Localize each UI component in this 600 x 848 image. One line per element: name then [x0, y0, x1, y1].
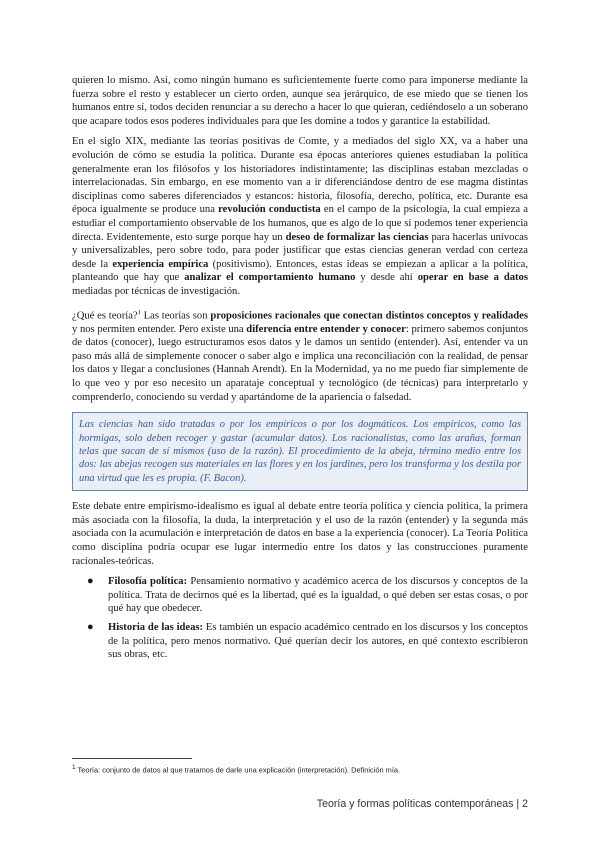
text: mediadas por técnicas de investigación.: [72, 285, 240, 297]
text: y desde ahí: [355, 272, 418, 284]
definitions-list: [72, 575, 528, 662]
footer-separator: |: [513, 798, 523, 810]
text: ¿Qué es teoría?: [72, 310, 138, 322]
bullet-icon: ●: [87, 620, 94, 633]
bullet-icon: ●: [87, 575, 94, 588]
bold-term: diferencia entre entender y conocer: [246, 323, 406, 335]
footnote-mark: 1: [72, 764, 76, 771]
text: En el siglo XIX, mediante las teorías positivas de Comte, y a mediados del siglo XX, va a haber una evolución de cómo se estudia la política. Durante esa épocas anteriores quienes estudiaban la política generalmente eran los filósofos y los historiadores indistintamente; las disciplinas estaban mezcladas o interrelacionadas. Sin embargo, en ese momento van a ir diferenciándose dentro de ese magma distintas disciplinas como saberes diferenciados y estancos: historia, filosofía, derecho, política, etc. Durante esa época igualmente se produce una: [72, 136, 528, 216]
list-item: [87, 620, 528, 662]
list-text: Es también un espacio académico centrado en los discursos y los conceptos de la política, pero menos normativo. Qué querían decir los autores, en qué contexto escribieron sus obras, etc.: [108, 621, 528, 661]
footnote-divider: [72, 758, 192, 759]
footnote-reference[interactable]: 1: [137, 308, 141, 316]
paragraph-3: [72, 306, 528, 405]
footnote: [72, 764, 528, 774]
list-item: [87, 575, 528, 616]
document-page: [72, 74, 528, 667]
page-number: 2: [522, 798, 528, 810]
footer-title: Teoría y formas políticas contemporáneas: [316, 798, 514, 810]
bold-term: revolución conductista: [218, 204, 321, 216]
bold-term: operar en base a datos: [417, 272, 528, 284]
list-text: Pensamiento normativo y académico acerca de los discursos y conceptos de la política. Trata de decirnos qué es la libertad, qué es la igualdad, o qué deben ser estas cosas, o por qué hay que obedecer.: [108, 576, 528, 615]
bold-term: experiencia empírica: [112, 258, 209, 270]
list-term: Historia de las ideas:: [108, 621, 204, 633]
bold-term: proposiciones racionales que conectan distintos conceptos y realidades: [210, 310, 528, 322]
text: y nos permiten entender. Pero existe una: [72, 323, 247, 335]
text: (positivismo). Entonces, estas ideas se empiezan a aplicar a la política, planteando que hay que: [72, 258, 528, 284]
text: Las teorías son: [140, 310, 211, 322]
paragraph-4: Este debate entre empirismo-idealismo es igual al debate entre teoría política y ciencia política, la primera más asociada con la filosofía, la duda, la interpretación y el uso de la razón (entender) y la segunda más asociada con la acumulación e interpretación de datos en base a la experiencia (conocer). La Teoría Política como disciplina podría ocupar ese lugar intermedio entre los datos y las construcciones puramente racionales-teóricas.: [72, 501, 528, 567]
bold-term: deseo de formalizar las ciencias: [285, 231, 429, 243]
text: para hacerlas unívocas y universalizables, pero sobre todo, para poder justificar que estas ciencias generan verdad con certeza desde la: [72, 231, 528, 270]
paragraph-2: [72, 135, 528, 298]
footnote-text: Teoría: conjunto de datos al que tratamos de darle una explicación (interpretación). Definición mía.: [75, 765, 401, 775]
bacon-quote-box: Las ciencias han sido tratadas o por los empíricos o por los dogmáticos. Los empíricos, como las hormigas, solo deben recoger y gastar (acumular datos). Los racionalistas, como las arañas, forman telas que sacan de sí mismos (uso de la razón). El procedimiento de la abeja, término medio entre los dos: las abejas recogen sus materiales en las flores y en los jardines, pero los transforma y los destila por una virtud que les es propia. (F. Bacon).: [72, 412, 528, 491]
bold-term: analizar el comportamiento humano: [184, 272, 356, 284]
text: : primero sabemos conjuntos de datos (conocer), luego estructuramos esos datos y le damos un sentido (entender). Así, entender va un paso más allá de simplemente conocer o saber algo e implica una reconciliación con la realidad, de pensar los datos y llegar a conclusiones (Hannah Arendt). En la Modernidad, ya no me puedo fiar simplemente de lo que veo y por eso necesito un aparataje conceptual y tecnológico (de técnicas) para interpretarlo y comprenderlo, conociendo su verdad y apartándome de la apariencia o falsedad.: [72, 323, 528, 403]
list-term: Filosofía política:: [108, 576, 188, 588]
text: en el campo de la psicología, la cual empieza a estudiar el comportamiento observable de los humanos, que es algo de lo que sí podemos tener experiencia directa. Evidentemente, esto surge porque hay un: [72, 204, 529, 243]
paragraph-1: quieren lo mismo. Así, como ningún humano es suficientemente fuerte como para imponerse mediante la fuerza sobre el resto y establecer un cierto orden, aunque sea jerárquico, de ese miedo que se tienen los humanos entre sí, todos deciden renunciar a su derecho a hacer lo que quieran, cediéndoselo a un soberano que acapare todos esos poderes individuales para que les domine a todos y garantice la estabilidad.: [72, 75, 528, 127]
page-footer: [317, 798, 528, 810]
